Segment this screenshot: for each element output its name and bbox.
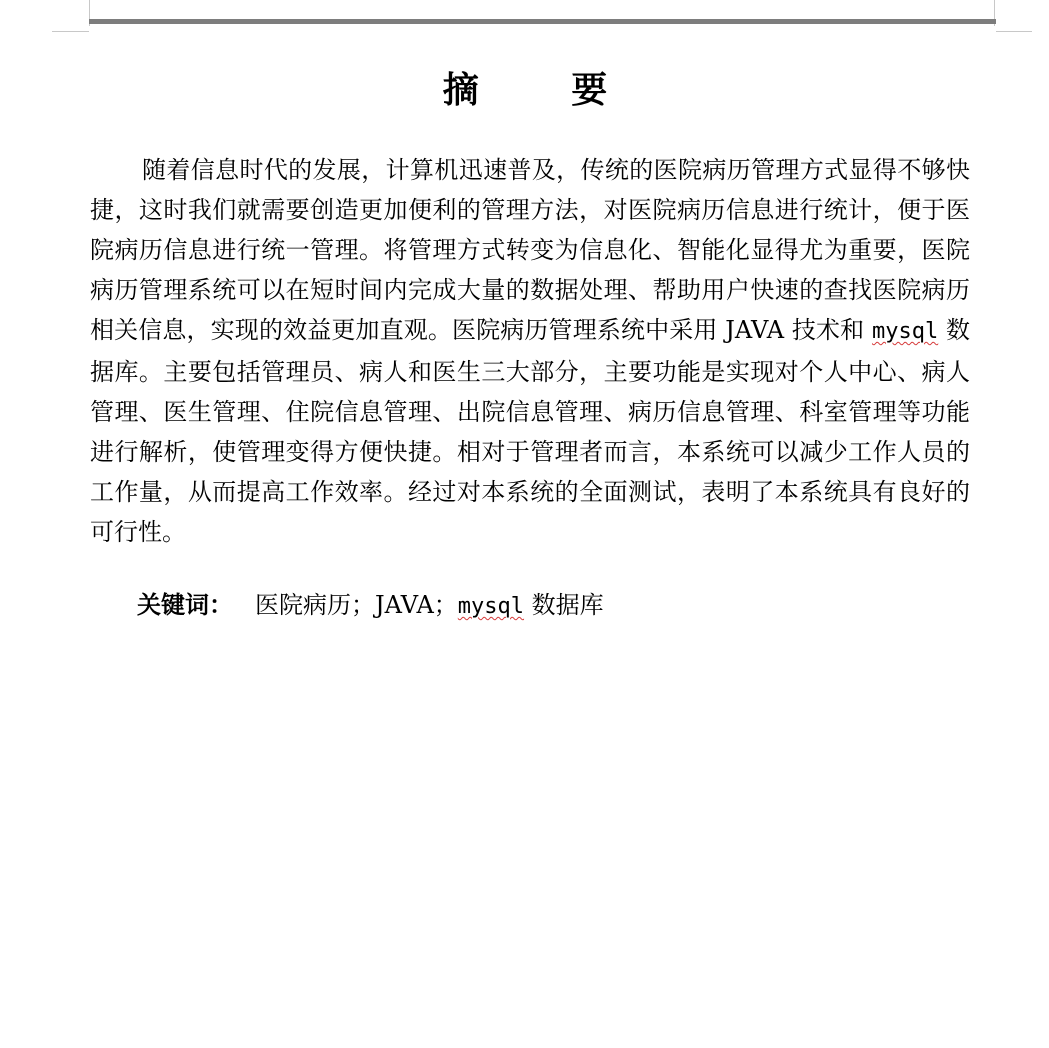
keywords-item1: 医院病历；JAVA； bbox=[255, 591, 458, 619]
keywords-label: 关键词： bbox=[137, 591, 233, 619]
keywords-line bbox=[137, 585, 604, 627]
corner-mark-right bbox=[996, 31, 1032, 32]
keywords-item2: 数据库 bbox=[524, 591, 604, 619]
corner-mark-left bbox=[52, 31, 89, 32]
abstract-text-part1: 随着信息时代的发展，计算机迅速普及，传统的医院病历管理方式显得不够快捷，这时我们就需要创造更加便利的管理方法，对医院病历信息进行统计，便于医院病历信息进行统一管理。将管理方式转变为信息化、智能化显得尤为重要，医院病历管理系统可以在短时间内完成大量的数据处理、帮助用户快速的查找医院病历相关信息，实现的效益更加直观。医院病历管理系统中采用 JAVA 技术和 bbox=[90, 156, 970, 344]
abstract-text-part2: 数据库。主要包括管理员、病人和医生三大部分，主要功能是实现对个人中心、病人管理、医生管理、住院信息管理、出院信息管理、病历信息管理、科室管理等功能进行解析，使管理变得方便快捷。相对于管理者而言，本系统可以减少工作人员的工作量，从而提高工作效率。经过对本系统的全面测试，表明了本系统具有良好的可行性。 bbox=[90, 316, 970, 546]
abstract-spellcheck-word: mysql bbox=[871, 319, 939, 344]
page-title: 摘 要 bbox=[442, 69, 648, 111]
keywords-spellcheck-word: mysql bbox=[457, 594, 525, 619]
abstract-paragraph bbox=[90, 150, 970, 552]
header-rule bbox=[89, 19, 996, 24]
